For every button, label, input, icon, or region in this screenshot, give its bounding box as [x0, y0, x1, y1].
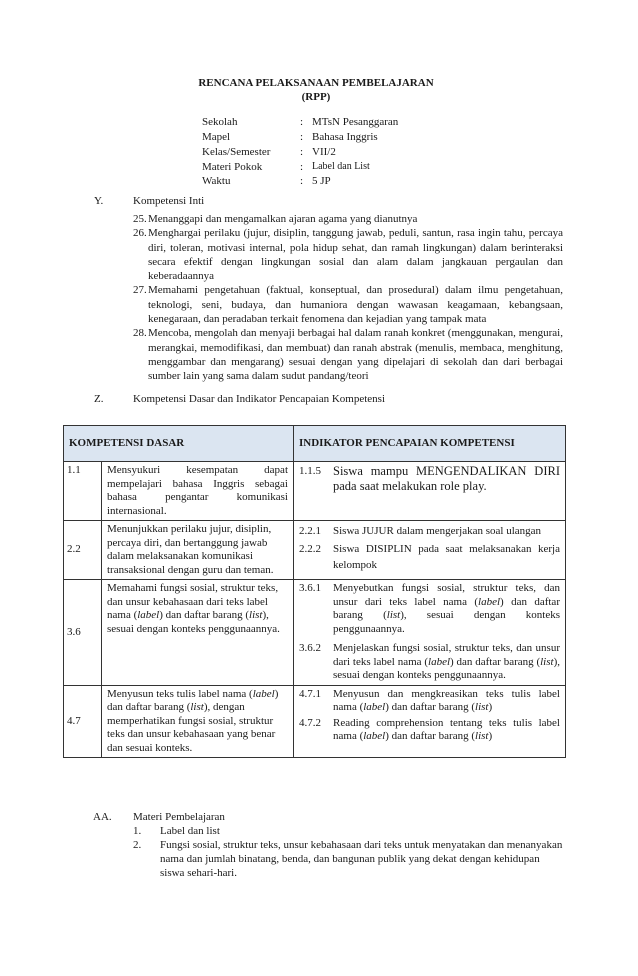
identity-value: MTsN Pesanggaran [312, 116, 399, 128]
section-title: Kompetensi Inti [133, 195, 205, 207]
identity-value: Label dan List [312, 161, 370, 172]
identity-value: 5 JP [312, 175, 331, 187]
list-item-text: Memahami pengetahuan (faktual, konseptual, dan prosedural) dalam ilmu pengetahuan, teknologi, seni, budaya, dan humaniora dengan wawasan keagamaan, kebangsaan, kenegaraan, dan peradaban terkait fenomena dan kejadian yang tampak mata [148, 284, 563, 326]
row-number: 3.6 [64, 580, 102, 686]
list-item-number: 27. [133, 284, 147, 297]
kd-cell: Mensyukuri kesempatan dapat mempelajari bahasa Inggris sebagai bahasa pengantar komunikasi internasional. [102, 462, 294, 521]
indicator-cell [294, 521, 566, 580]
row-number: 2.2 [64, 521, 102, 580]
identity-colon: : [300, 175, 304, 187]
list-item-text: Mencoba, mengolah dan menyaji berbagai hal dalam ranah konkret (menggunakan, mengurai, merangkai, memodifikasi, dan membuat) dan ranah abstrak (menulis, membaca, menghitung, menggambar dan mengarang) sesuai dengan yang dipelajari di sekolah dan dari berbagai sumber lain yang sama dalam sudut pandang/teori [148, 327, 563, 383]
list-item-text: Menghargai perilaku (jujur, disiplin, tanggung jawab, peduli, santun, rasa ingin tahu, percaya diri, toleran, motivasi internal, pola hidup sehat, dan ramah lingkungan) dalam berinteraksi secara efektif dengan lingkungan sosial dan alam dalam jangkauan pergaulan dan keberadaannya [148, 227, 563, 283]
indicator-number: 2.2.1 [299, 525, 321, 537]
list-item [133, 326, 563, 383]
indicator-number: 1.1.5 [299, 465, 321, 477]
list-item-text: Fungsi sosial, struktur teks, unsur kebahasaan dari teks untuk menyatakan dan menanyakan nama dan jumlah binatang, benda, dan bangunan publik yang dekat dengan kehidupan siswa sehari-hari. [160, 839, 563, 879]
indicator-item [299, 582, 560, 636]
identity-colon: : [300, 131, 304, 143]
section-number: Y. [94, 195, 104, 207]
identity-label: Materi Pokok [202, 161, 263, 173]
materi-pembelajaran [93, 810, 563, 880]
list-item-text: Menanggapi dan mengamalkan ajaran agama yang dianutnya [148, 213, 418, 225]
section-title: Materi Pembelajaran [133, 811, 225, 823]
kompetensi-inti-list [133, 212, 563, 384]
kd-cell: Memahami fungsi sosial, struktur teks, dan unsur kebahasaan dari teks label nama (label) dan daftar barang (list), sesuai dengan konteks penggunaannya. [102, 580, 294, 686]
list-item [133, 824, 563, 838]
indicator-text: Reading comprehension tentang teks tulis label nama (label) dan daftar barang (list) [333, 716, 560, 742]
competency-table [63, 425, 566, 758]
identity-value: Bahasa Inggris [312, 131, 378, 143]
identity-label: Sekolah [202, 116, 238, 128]
list-item [133, 226, 563, 283]
indicator-cell [294, 580, 566, 686]
section-number: AA. [93, 811, 112, 823]
indicator-number: 4.7.1 [299, 687, 321, 700]
identity-label: Kelas/Semester [202, 146, 271, 158]
kd-cell: Menyusun teks tulis label nama (label) dan daftar barang (list), dengan memperhatikan fungsi sosial, struktur teks dan unsur kebahasaan yang benar dan sesuai konteks. [102, 685, 294, 758]
indicator-number: 3.6.2 [299, 642, 321, 654]
table-row [64, 580, 566, 686]
indicator-text: Menyebutkan fungsi sosial, struktur teks, dan unsur dari teks label nama (label) dan daftar barang (list), sesuai dengan konteks penggunaannya. [333, 582, 561, 635]
identity-colon: : [300, 116, 304, 128]
list-item [133, 283, 563, 326]
identity-label: Mapel [202, 131, 231, 143]
column-header-kd: KOMPETENSI DASAR [64, 426, 294, 462]
table-row [64, 521, 566, 580]
list-item-number: 1. [133, 825, 142, 837]
table-row [64, 462, 566, 521]
identity-colon: : [300, 146, 304, 158]
column-header-indicator: INDIKATOR PENCAPAIAN KOMPETENSI [294, 426, 566, 462]
list-item-number: 25. [133, 213, 147, 225]
list-item-text: Label dan list [160, 825, 220, 837]
indicator-text: Siswa mampu MENGENDALIKAN DIRI pada saat melakukan role play. [333, 464, 560, 493]
list-item [133, 212, 563, 226]
indicator-cell [294, 462, 566, 521]
indicator-item [299, 688, 560, 715]
indicator-text: Menjelaskan fungsi sosial, struktur teks, dan unsur dari teks label nama (label) dan daftar barang (list), sesuai dengan konteks penggunaannya. [333, 642, 560, 681]
indicator-number: 2.2.2 [299, 543, 321, 555]
document-subtitle: (RPP) [301, 91, 331, 103]
indicator-text: Menyusun dan mengkreasikan teks tulis label nama (label) dan daftar barang (list) [333, 687, 560, 713]
section-heading-aa [93, 810, 563, 824]
indicator-item [299, 642, 560, 683]
list-item-number: 2. [133, 839, 142, 851]
indicator-text: Siswa JUJUR dalam mengerjakan soal ulangan [333, 525, 542, 537]
indicator-item [299, 541, 560, 573]
table-header-row [64, 426, 566, 462]
indicator-item [299, 464, 560, 494]
indicator-text: Siswa DISIPLIN pada saat melaksanakan kerja kelompok [333, 543, 560, 571]
table-row [64, 685, 566, 758]
section-number: Z. [94, 393, 104, 405]
row-number: 1.1 [64, 462, 102, 521]
list-item [133, 838, 563, 880]
document-title: RENCANA PELAKSANAAN PEMBELAJARAN [198, 77, 434, 89]
row-number: 4.7 [64, 685, 102, 758]
indicator-number: 3.6.1 [299, 582, 321, 594]
identity-label: Waktu [202, 175, 231, 187]
indicator-item [299, 717, 560, 744]
identity-value: VII/2 [312, 146, 336, 158]
indicator-cell [294, 685, 566, 758]
identity-colon: : [300, 161, 304, 173]
section-title: Kompetensi Dasar dan Indikator Pencapaian Kompetensi [133, 393, 386, 405]
indicator-item [299, 523, 560, 539]
indicator-number: 4.7.2 [299, 716, 321, 729]
list-item-number: 26. [133, 227, 147, 240]
list-item-number: 28. [133, 327, 147, 340]
kd-cell: Menunjukkan perilaku jujur, disiplin, percaya diri, dan bertanggung jawab dalam melaksanakan komunikasi transaksional dengan guru dan teman. [102, 521, 294, 580]
